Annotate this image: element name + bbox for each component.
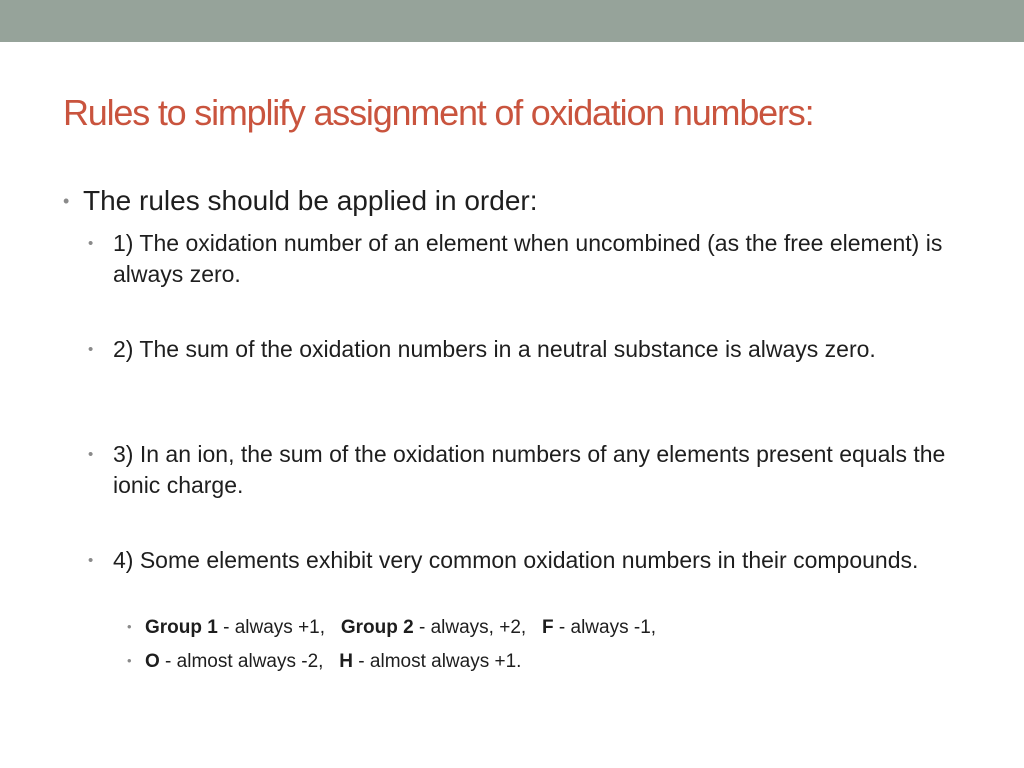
rule-4 [88, 545, 968, 576]
sub-item-groups [127, 615, 656, 640]
bullet-icon: • [127, 619, 132, 634]
bullet-icon: • [63, 191, 70, 211]
top-bar [0, 0, 1024, 42]
group1-label: Group 1 [145, 617, 218, 638]
rule-2 [88, 334, 968, 365]
group2-text: - always, +2, [413, 617, 543, 638]
group2-label: Group 2 [340, 617, 414, 638]
rule-2-text: 2) The sum of the oxidation numbers in a neutral substance is always zero. [113, 336, 876, 362]
rule-1 [88, 228, 968, 290]
bullet-icon: • [127, 653, 132, 668]
oxygen-label: O [145, 651, 160, 672]
intro-text: The rules should be applied in order: [83, 185, 538, 216]
rule-3-text: 3) In an ion, the sum of the oxidation numbers of any elements present equals the ionic charge. [113, 441, 946, 498]
bullet-icon: • [88, 446, 94, 463]
bullet-icon: • [88, 552, 94, 569]
rule-1-text: 1) The oxidation number of an element when uncombined (as the free element) is always zero. [113, 230, 943, 287]
fluorine-label: F [542, 617, 554, 638]
rule-4-text: 4) Some elements exhibit very common oxidation numbers in their compounds. [113, 547, 919, 573]
fluorine-text: - always -1, [553, 617, 657, 638]
slide-title: Rules to simplify assignment of oxidation numbers: [63, 92, 814, 133]
intro-bullet [63, 183, 538, 219]
oxygen-text: - almost always -2, [159, 651, 340, 672]
sub-item-oxygen-hydrogen [127, 649, 521, 674]
hydrogen-text: - almost always +1. [353, 651, 522, 672]
rule-3 [88, 439, 968, 501]
bullet-icon: • [88, 341, 94, 358]
group1-text: - always +1, [217, 617, 341, 638]
bullet-icon: • [88, 235, 94, 252]
hydrogen-label: H [339, 651, 354, 672]
